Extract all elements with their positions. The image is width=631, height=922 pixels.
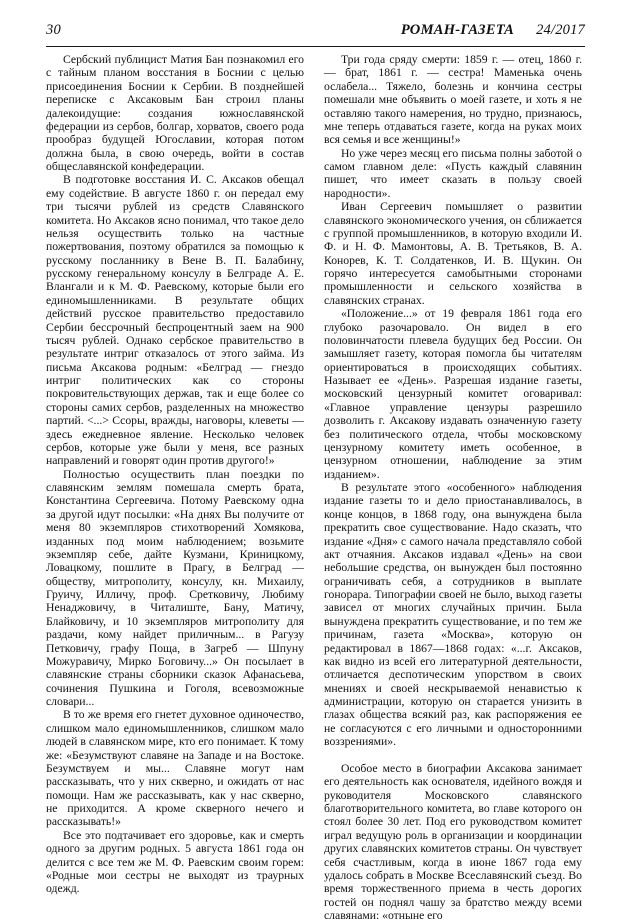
publication-title: РОМАН-ГАЗЕТА: [400, 22, 515, 38]
left-column: [46, 53, 304, 896]
paragraph: В подготовке восстания И. С. Аксаков обещал ему содействие. В августе 1860 г. он передал ему три тысячи рублей из средств Славянского комитета. Но Аксаков ясно понимал, что такое дело нельзя осуществить только на частные пожертвования, поэтому обратился за помощью к русскому посланнику в Вене В. П. Балабину, русскому генеральному консулу в Белграде А. Е. Влангали и к М. Ф. Раевскому, которые были его единомышленниками. В результате общих действий русское правительство предоставило Сербии бессрочный беспроцентный заем на 900 тысяч рублей. Однако сербское правительство в результате интриг отказалось от этого займа. Из письма Аксакова родным: «Белград — гнездо интриг политических как со стороны покровительствующих держав, так и еще более со стороны самих сербов, разделенных на множество партий. <...> Ссоры, вражды, наговоры, клеветы — здесь ежедневное явление. Несколько человек сербов, которые уже были у меня, все разных направлений и говорят один против другого!»: [46, 173, 304, 468]
issue-number: 24/2017: [536, 22, 585, 38]
body-columns: [46, 53, 585, 922]
paragraph: Все это подтачивает его здоровье, как и смерть одного за другим родных. 5 августа 1861 года он делится с все тем же М. Ф. Раевским своим горем: «Родные мои сестры не выходят из траурных одежд.: [46, 828, 304, 896]
right-column: [324, 53, 582, 922]
paragraph: «Положение...» от 19 февраля 1861 года его глубоко разочаровало. Он видел в его половинчатости плевела будущих бед России. Он замышляет газету, которая помогла бы читателям ориентироваться в происходящих событиях. Называет ее «День». Разрешая издание газеты, московский цензурный комитет оговаривал: «Главное управление цензуры разрешило дозволить г. Аксакову издавать означенную газету без политического отдела, чтобы московскому цензурному комитету иметь особенное, в цензурном отношении, наблюдение за этим изданием».: [324, 307, 582, 481]
paragraph: Но уже через месяц его письма полны заботой о самом главном деле: «Пусть каждый славянин пишет, что имеет сказать в пользу своей народности».: [324, 146, 582, 200]
paragraph: Особое место в биографии Аксакова занимает его деятельность как основателя, идейного вождя и руководителя Московского славянского благотворительного комитета, во главе которого он стоял более 30 лет. Под его руководством комитет играл ведущую роль в организации и координации других славянских комитетов страны. Он чувствует себя счастливым, когда в июне 1867 года ему удалось собрать в Москве Всеславянский съезд. Во время торжественного приема в честь дорогих гостей он поднял чашу за братство между всеми славянами: «отныне его: [324, 761, 582, 922]
running-head: [46, 22, 585, 47]
paragraph: Сербский публицист Матия Бан познакомил его с тайным планом восстания в Боснии с целью присоединения Боснии к Сербии. В позднейшей переписке с Аксаковым Бан строил планы далекоидущие: создания южнославянской федерации из сербов, болгар, хорватов, своего рода прообраз будущей Югославии, которая потом должна была, в свою очередь, войти в состав общеславянской конфедерации.: [46, 53, 304, 173]
paragraph: Три года сряду смерти: 1859 г. — отец, 1860 г. — брат, 1861 г. — сестра! Маменька очень ослабела... Тяжело, болезнь и кончина сестры помешали мне объявить о моей газете, и хоть я не оставляю такого намерения, но трудно, признаюсь, мне теперь отдаваться газете, когда на руках моих вся семья и все женщины!»: [324, 53, 582, 147]
paragraph: Полностью осуществить план поездки по славянским землям помешала смерть брата, Константина Сергеевича. Потому Раевскому одна за другой идут посылки: «На днях Вы получите от меня 80 экземпляров стихотворений Хомякова, изданных под моим наблюдением; возьмите экземпляр себе, дайте Кузмани, Криницкому, Ловацкому, пошлите в Прагу, в Белград — обществу, митрополиту, консулу, кн. Михаилу, Груичу, Илличу, проф. Сретковичу, Любиму Ненаджовичу, в Читалиште, Бану, Матичу, Блайковичу, и 10 экземпляров митрополиту для раздачи, кому найдет приличным... в Рагузу Петковичу, графу Поща, в Загреб — Шпуну Можуравичу, Мирко Боговичу...» Он посылает в славянские страны сборники сказок Афанасьева, сочинения Пушкина и Гоголя, всевозможные словари...: [46, 467, 304, 708]
running-head-right: [401, 22, 585, 38]
paragraph: В то же время его гнетет духовное одиночество, слишком мало единомышленников, слишком мало людей в славянском мире, кто его понимает. К тому же: «Безумствуют славяне на Западе и на Востоке. Безумствуем и мы... Славяне могут нам рассказывать, что у них скверно, и ожидать от нас помощи. Нам же рассказывать, как у нас скверно, не приходится. А кроме скверного нечего и рассказывать!»: [46, 708, 304, 829]
paragraph: Иван Сергеевич помышляет о развитии славянского экономического учения, он сближается с группой промышленников, в которую входили И. Ф. и Н. Ф. Мамонтовы, А. В. Третьяков, В. А. Конорев, К. Т. Солдатенков, И. В. Щукин. Он горячо интересуется самобытными сторонами промышленности и сельского хозяйства в славянских странах.: [324, 200, 582, 307]
page-number: 30: [46, 22, 61, 38]
paragraph: В результате этого «особенного» наблюдения издание газеты то и дело приостанавливалось, в конце концов, в 1868 году, она вынуждена была прекратить свое существование. Надо сказать, что издание «Дня» с самого начала представляло собой акт отчаяния. Аксаков издавал «День» на свои небольшие средства, он вынужден был постоянно ограничивать себя, а сотрудников в выплате гонорара. Типографии своей не было, выход газеты зависел от многих случайных причин. Была вынуждена прекратить существование, и по тем же причинам, газета «Москва», которую он редактировал в 1867—1868 годах: «...г. Аксаков, как видно из всей его литературной деятельности, отличается деспотическим упорством в своих мнениях и своей нескрываемой ненавистью к администрации, которую он старается унизить в глазах общества всякий раз, как распоряжения ее не согласуются с его личными и односторонними воззрениями».: [324, 481, 582, 749]
